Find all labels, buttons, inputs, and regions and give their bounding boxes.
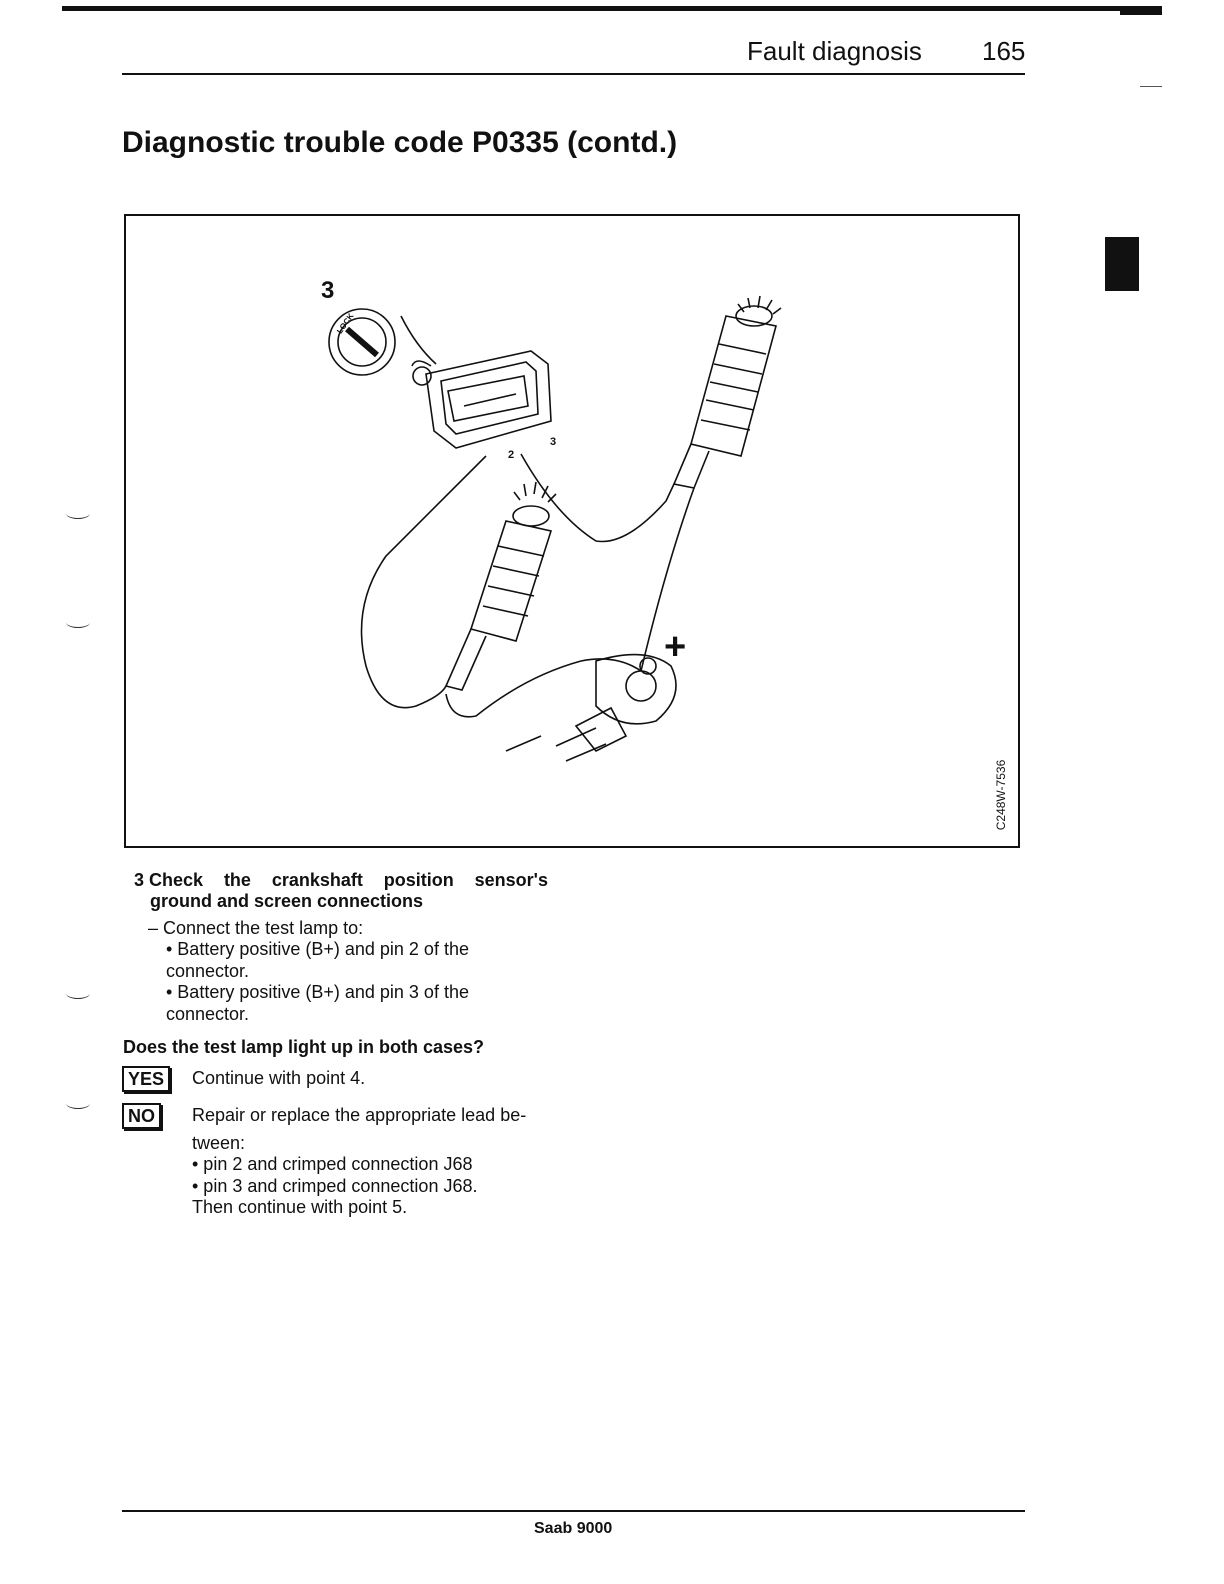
footer-rule [122,1510,1025,1512]
page-title: Diagnostic trouble code P0335 (contd.) [122,126,678,159]
heading-word: the [223,870,251,890]
no-tag: NO [122,1103,161,1129]
yes-text: Continue with point 4. [192,1068,366,1088]
top-rule [62,6,1162,11]
margin-tick [1140,86,1162,87]
figure-code: C248W-7536 [994,759,1008,831]
crankshaft-sensor-icon [556,655,676,761]
top-rule-tail [1120,11,1162,15]
question: Does the test lamp light up in both cases? [123,1037,485,1057]
page-number: 165 [982,36,1026,66]
plus-symbol: + [664,626,687,668]
binding-mark [66,508,90,519]
section-thumb-tab [1105,237,1139,291]
pin-3-label: 3 [550,436,557,448]
lock-label: LOCK [335,311,356,336]
binding-mark [66,1098,90,1109]
pin-2-label: 2 [508,449,515,461]
header-rule [122,73,1025,75]
no-text-line: Then continue with point 5. [192,1197,408,1217]
step-heading-line1 [134,870,548,891]
no-text-line: Repair or replace the appropriate lead be- [192,1105,527,1125]
footer-text: Saab 9000 [534,1520,613,1537]
illustration-drawing [126,216,1022,850]
binding-mark [66,988,90,999]
instruction: – Connect the test lamp to: [148,918,364,938]
bullet-line: • Battery positive (B+) and pin 3 of the [166,982,469,1002]
heading-word: position [383,870,454,890]
no-text-line: • pin 3 and crimped connection J68. [192,1176,478,1196]
step-heading-line2: ground and screen connections [150,891,424,911]
no-text-line: • pin 2 and crimped connection J68 [192,1154,473,1174]
figure-step-number: 3 [321,277,335,304]
test-lamp-lower-icon [446,482,556,690]
heading-word: sensor's [474,870,548,890]
bullet-line: connector. [166,961,250,981]
binding-mark [66,617,90,628]
test-lamp-upper-icon [674,296,781,488]
heading-word: crankshaft [271,870,363,890]
ignition-lock-icon [329,309,395,375]
yes-tag: YES [122,1066,170,1092]
no-text-line: tween: [192,1133,246,1153]
wiring-illustration [124,214,1020,848]
step-heading [134,870,548,912]
bullet-line: • Battery positive (B+) and pin 2 of the [166,939,469,959]
bullet-line: connector. [166,1004,250,1024]
heading-word: 3 Check [134,870,204,890]
running-head: Fault diagnosis [747,36,922,66]
connector-icon [412,351,551,448]
